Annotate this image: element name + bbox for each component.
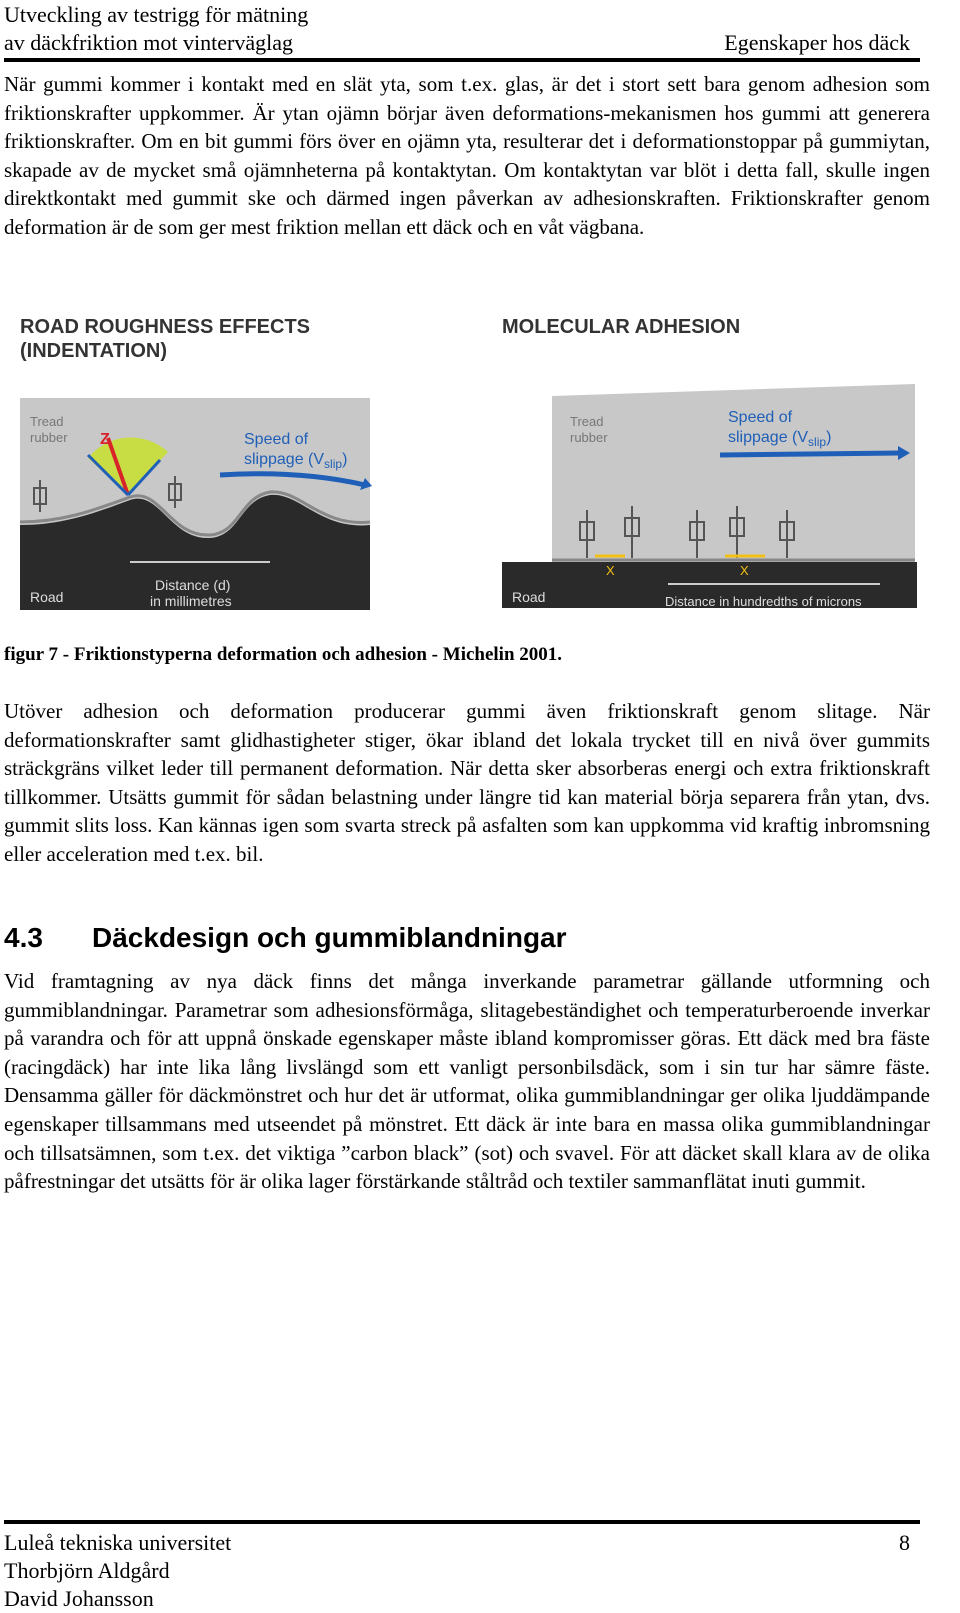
left-distance-label-2: in millimetres [150, 593, 232, 609]
right-distance-label: Distance in hundredths of microns [665, 594, 862, 609]
footer-author-2: David Johansson [4, 1586, 154, 1611]
right-road-label: Road [512, 589, 546, 605]
z-label: Z [100, 431, 110, 448]
left-tread-label-2: rubber [30, 430, 68, 445]
footer-divider [4, 1520, 920, 1524]
document-title-line2: av däckfriktion mot vinterväglag [4, 30, 293, 55]
footer-university: Luleå tekniska universitet [4, 1530, 232, 1555]
section-heading [4, 922, 567, 954]
right-x-label-1: X [606, 563, 615, 578]
page-header [4, 0, 956, 60]
left-distance-label-1: Distance (d) [155, 577, 231, 593]
header-divider [4, 58, 920, 62]
right-panel-title: MOLECULAR ADHESION [502, 316, 741, 338]
right-x-label-2: X [740, 563, 749, 578]
right-slip-arrow [720, 453, 898, 455]
right-tread-label-1: Tread [570, 414, 604, 429]
friction-figure [0, 300, 960, 640]
body-paragraph-1: När gummi kommer i kontakt med en slät yta, som t.ex. glas, är det i stort sett bara genom adhesion som friktionskrafter uppkommer. Är ytan ojämn börjar även deformations-mekanismen hos gummi att generera friktionskrafter. Om en bit gummi förs över en ojämn yta, resulterar det i deformationstoppar på gummiytan, skapade av de mycket små ojämnheterna på kontaktytan. Om kontaktytan var blöt i detta fall, skulle ingen direktkontakt med gummit ske och därmed ingen påverkan av adhesionskraften. Friktionskrafter genom deformation är de som ger mest friktion mellan ett däck och en våt vägbana. [4, 72, 930, 239]
figure-caption: figur 7 - Friktionstyperna deformation och adhesion - Michelin 2001. [4, 644, 563, 665]
left-tread-label-1: Tread [30, 414, 64, 429]
friction-illustration [0, 300, 960, 620]
section-name: Egenskaper hos däck [724, 30, 910, 55]
section-number: 4.3 [4, 922, 43, 953]
left-speed-label-1: Speed of [244, 431, 309, 448]
body-paragraph-2: Utöver adhesion och deformation producerar gummi även friktionskraft genom slitage. När deformationskrafter samt glidhastigheter stiger, ökar ibland det lokala trycket till en nivå över gummits sträckgräns vilket leder till permanent deformation. När detta sker absorberas energi och extra friktionskraft tillkommer. Utsätts gummit för sådan belastning under längre tid kan material börja separera från ytan, dvs. gummit slits loss. Kan kännas igen som svarta streck på asfalten som kan uppkomma vid kraftig inbromsning eller acceleration med t.ex. bil. [4, 699, 930, 866]
page-number: 8 [899, 1530, 910, 1555]
footer-author-1: Thorbjörn Aldgård [4, 1558, 170, 1583]
body-paragraph-3: Vid framtagning av nya däck finns det många inverkande parametrar gällande utformning och gummiblandningar. Parametrar som adhesionsförmåga, slitagebeständighet och temperaturberoende inverkar på varandra och för att uppnå önskade egenskaper måste ibland kompromisser göras. Ett däck med bra fäste (racingdäck) har inte lika lång livslängd som ett vanligt personbilsdäck, som i sin tur har sämre fäste. Densamma gäller för däckmönstret och hur det är utformat, olika gummiblandningar ger olika ljuddämpande egenskaper tillsammans med utseendet på mönstret. Ett däck är inte bara en massa olika gummiblandningar och tillsatsämnen, som t.ex. det viktiga ”carbon black” (sot) och svavel. För att däcket skall klara av de olika påfrestningar det utsätts för är olika lager förstärkande ståltråd och textiler sammanflätat inuti gummit. [4, 969, 930, 1194]
right-tread-label-2: rubber [570, 430, 608, 445]
right-speed-label-1: Speed of [728, 409, 793, 426]
document-title-line1: Utveckling av testrigg för mätning [4, 2, 309, 27]
right-panel [502, 384, 917, 609]
left-speed-label-2: slippage $(V_{slip})$ [244, 451, 348, 471]
left-panel [20, 398, 372, 610]
left-road-label: Road [30, 589, 64, 605]
left-panel-title-1: ROAD ROUGHNESS EFFECTS [20, 316, 311, 338]
section-title: Däckdesign och gummiblandningar [92, 922, 567, 953]
right-speed-label-2: slippage $(V_{slip})$ [728, 429, 832, 449]
left-panel-title-2: (INDENTATION) [20, 340, 168, 362]
